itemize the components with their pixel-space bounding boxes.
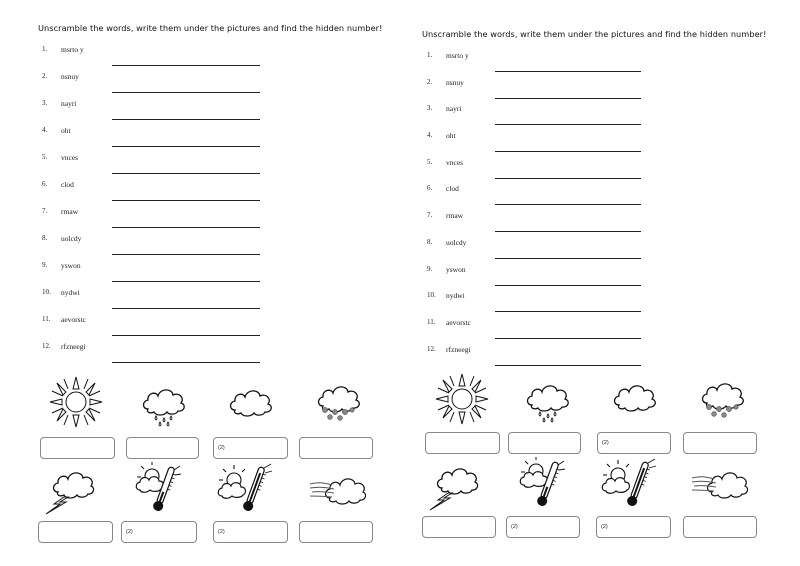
word-number: 4.: [427, 131, 433, 140]
scrambled-word: nsnuy: [446, 77, 464, 87]
word-number: 9.: [42, 261, 48, 269]
word-number: 3.: [42, 99, 48, 107]
scrambled-word: msrto y: [61, 45, 84, 54]
answer-line[interactable]: [495, 258, 641, 259]
scrambled-word: vnces: [446, 157, 464, 167]
word-number: 8.: [427, 237, 433, 246]
windy-cloud-icon: [310, 476, 366, 506]
answer-box[interactable]: [683, 432, 757, 454]
word-number: 2.: [427, 77, 433, 86]
answer-box[interactable]: [213, 521, 288, 543]
instruction-text: Unscramble the words, write them under the pictures and find the hidden number!: [38, 23, 383, 33]
scrambled-word: yswon: [446, 264, 466, 274]
answer-box[interactable]: [422, 516, 496, 538]
word-row: [427, 78, 667, 105]
word-row: [427, 291, 667, 318]
answer-box[interactable]: [126, 437, 199, 459]
answer-line[interactable]: [112, 200, 260, 201]
word-number: 6.: [42, 180, 48, 188]
answer-box[interactable]: [40, 437, 115, 459]
scrambled-word: nydwi: [61, 288, 80, 297]
word-row: [42, 234, 282, 261]
answer-box[interactable]: [506, 516, 580, 538]
word-row: [427, 104, 667, 131]
answer-box[interactable]: [508, 432, 581, 454]
answer-line[interactable]: [495, 124, 641, 125]
scrambled-word: clod: [61, 180, 74, 189]
word-number: 6.: [427, 184, 433, 193]
answer-line[interactable]: [495, 98, 641, 99]
scrambled-word: yswon: [61, 261, 81, 270]
sun-icon: [46, 374, 106, 430]
scrambled-word: rmaw: [446, 211, 464, 221]
box-hint: (2): [126, 529, 133, 535]
answer-box[interactable]: [596, 516, 671, 538]
answer-line[interactable]: [112, 308, 260, 309]
word-number: 7.: [427, 211, 433, 220]
word-number: 5.: [42, 153, 48, 161]
scrambled-word: msrto y: [446, 51, 469, 60]
hot-thermometer-icon: [598, 457, 658, 511]
scrambled-word: vnces: [61, 153, 79, 162]
word-row: [42, 342, 282, 369]
cold-thermometer-icon: [130, 462, 182, 516]
answer-box[interactable]: [121, 521, 197, 543]
answer-line[interactable]: [112, 335, 260, 336]
hot-thermometer-icon: [214, 462, 274, 516]
word-number: 10.: [427, 291, 436, 300]
box-hint: (2): [602, 440, 609, 446]
word-row: [427, 51, 667, 78]
word-number: 12.: [427, 344, 436, 353]
answer-line[interactable]: [495, 204, 641, 205]
word-number: 2.: [42, 72, 48, 80]
answer-line[interactable]: [112, 254, 260, 255]
answer-line[interactable]: [495, 365, 641, 366]
storm-cloud-icon: [424, 466, 480, 512]
answer-line[interactable]: [112, 92, 260, 93]
scrambled-word: nayri: [61, 99, 77, 108]
word-row: [427, 211, 667, 238]
answer-line[interactable]: [495, 231, 641, 232]
word-number: 12.: [42, 342, 51, 350]
word-row: [427, 238, 667, 265]
word-number: 10.: [42, 288, 51, 296]
word-row: [427, 318, 667, 345]
answer-line[interactable]: [495, 151, 641, 152]
answer-line[interactable]: [112, 146, 260, 147]
answer-box[interactable]: [38, 521, 113, 543]
word-row: [427, 131, 667, 158]
scrambled-word-list: [427, 51, 667, 371]
answer-box[interactable]: [425, 432, 500, 454]
word-row: [427, 158, 667, 185]
instruction-text: Unscramble the words, write them under the pictures and find the hidden number!: [422, 29, 767, 39]
word-row: [42, 288, 282, 315]
box-hint: (2): [601, 524, 608, 530]
scrambled-word: uolcdy: [61, 234, 82, 243]
answer-box[interactable]: [213, 437, 288, 459]
scrambled-word: oht: [446, 131, 456, 141]
windy-cloud-icon: [692, 470, 748, 500]
answer-box[interactable]: [683, 516, 757, 538]
word-row: [427, 184, 667, 211]
word-number: 11.: [427, 317, 436, 326]
scrambled-word-list: [42, 45, 282, 369]
word-number: 3.: [427, 104, 433, 113]
scrambled-word: rfzneegi: [61, 342, 86, 351]
answer-line[interactable]: [495, 338, 641, 339]
cloud-icon: [612, 384, 656, 414]
word-number: 1.: [42, 45, 48, 53]
word-row: [42, 207, 282, 234]
sun-icon: [432, 371, 492, 427]
word-row: [42, 126, 282, 153]
scrambled-word: rfzneegi: [446, 344, 471, 354]
word-row: [42, 45, 282, 72]
answer-line[interactable]: [112, 65, 260, 66]
answer-line[interactable]: [112, 119, 260, 120]
word-row: [427, 265, 667, 292]
rain-cloud-icon: [524, 381, 572, 423]
answer-line[interactable]: [495, 178, 641, 179]
scrambled-word: clod: [446, 184, 459, 194]
snow-cloud-icon: [700, 382, 744, 418]
word-row: [42, 180, 282, 207]
worksheet-right: [400, 0, 800, 566]
word-number: 8.: [42, 234, 48, 242]
box-hint: (2): [511, 524, 518, 530]
scrambled-word: nydwi: [446, 291, 465, 301]
answer-box[interactable]: [299, 437, 373, 459]
word-row: [42, 315, 282, 342]
box-hint: (2): [218, 445, 225, 451]
storm-cloud-icon: [40, 470, 96, 516]
word-row: [427, 345, 667, 372]
cold-thermometer-icon: [514, 457, 566, 511]
word-number: 4.: [42, 126, 48, 134]
scrambled-word: aevorstc: [446, 317, 471, 327]
word-row: [42, 72, 282, 99]
answer-line[interactable]: [112, 173, 260, 174]
word-number: 9.: [427, 264, 433, 273]
scrambled-word: oht: [61, 126, 71, 135]
scrambled-word: aevorstc: [61, 315, 86, 324]
answer-line[interactable]: [112, 281, 260, 282]
answer-line[interactable]: [495, 311, 641, 312]
answer-box[interactable]: [299, 521, 373, 543]
word-number: 11.: [42, 315, 51, 323]
scrambled-word: nayri: [446, 104, 462, 114]
rain-cloud-icon: [140, 385, 188, 427]
word-number: 7.: [42, 207, 48, 215]
word-number: 5.: [427, 157, 433, 166]
answer-box[interactable]: [597, 432, 671, 454]
word-number: 1.: [427, 51, 433, 59]
answer-line[interactable]: [112, 362, 260, 363]
answer-line[interactable]: [112, 227, 260, 228]
word-row: [42, 153, 282, 180]
word-row: [42, 261, 282, 288]
cloud-icon: [228, 389, 272, 419]
scrambled-word: rmaw: [61, 207, 79, 216]
snow-cloud-icon: [316, 385, 360, 421]
word-row: [42, 99, 282, 126]
answer-line[interactable]: [495, 285, 641, 286]
scrambled-word: uolcdy: [446, 237, 467, 247]
answer-line[interactable]: [495, 71, 641, 72]
box-hint: (2): [218, 529, 225, 535]
scrambled-word: nsnuy: [61, 72, 79, 81]
